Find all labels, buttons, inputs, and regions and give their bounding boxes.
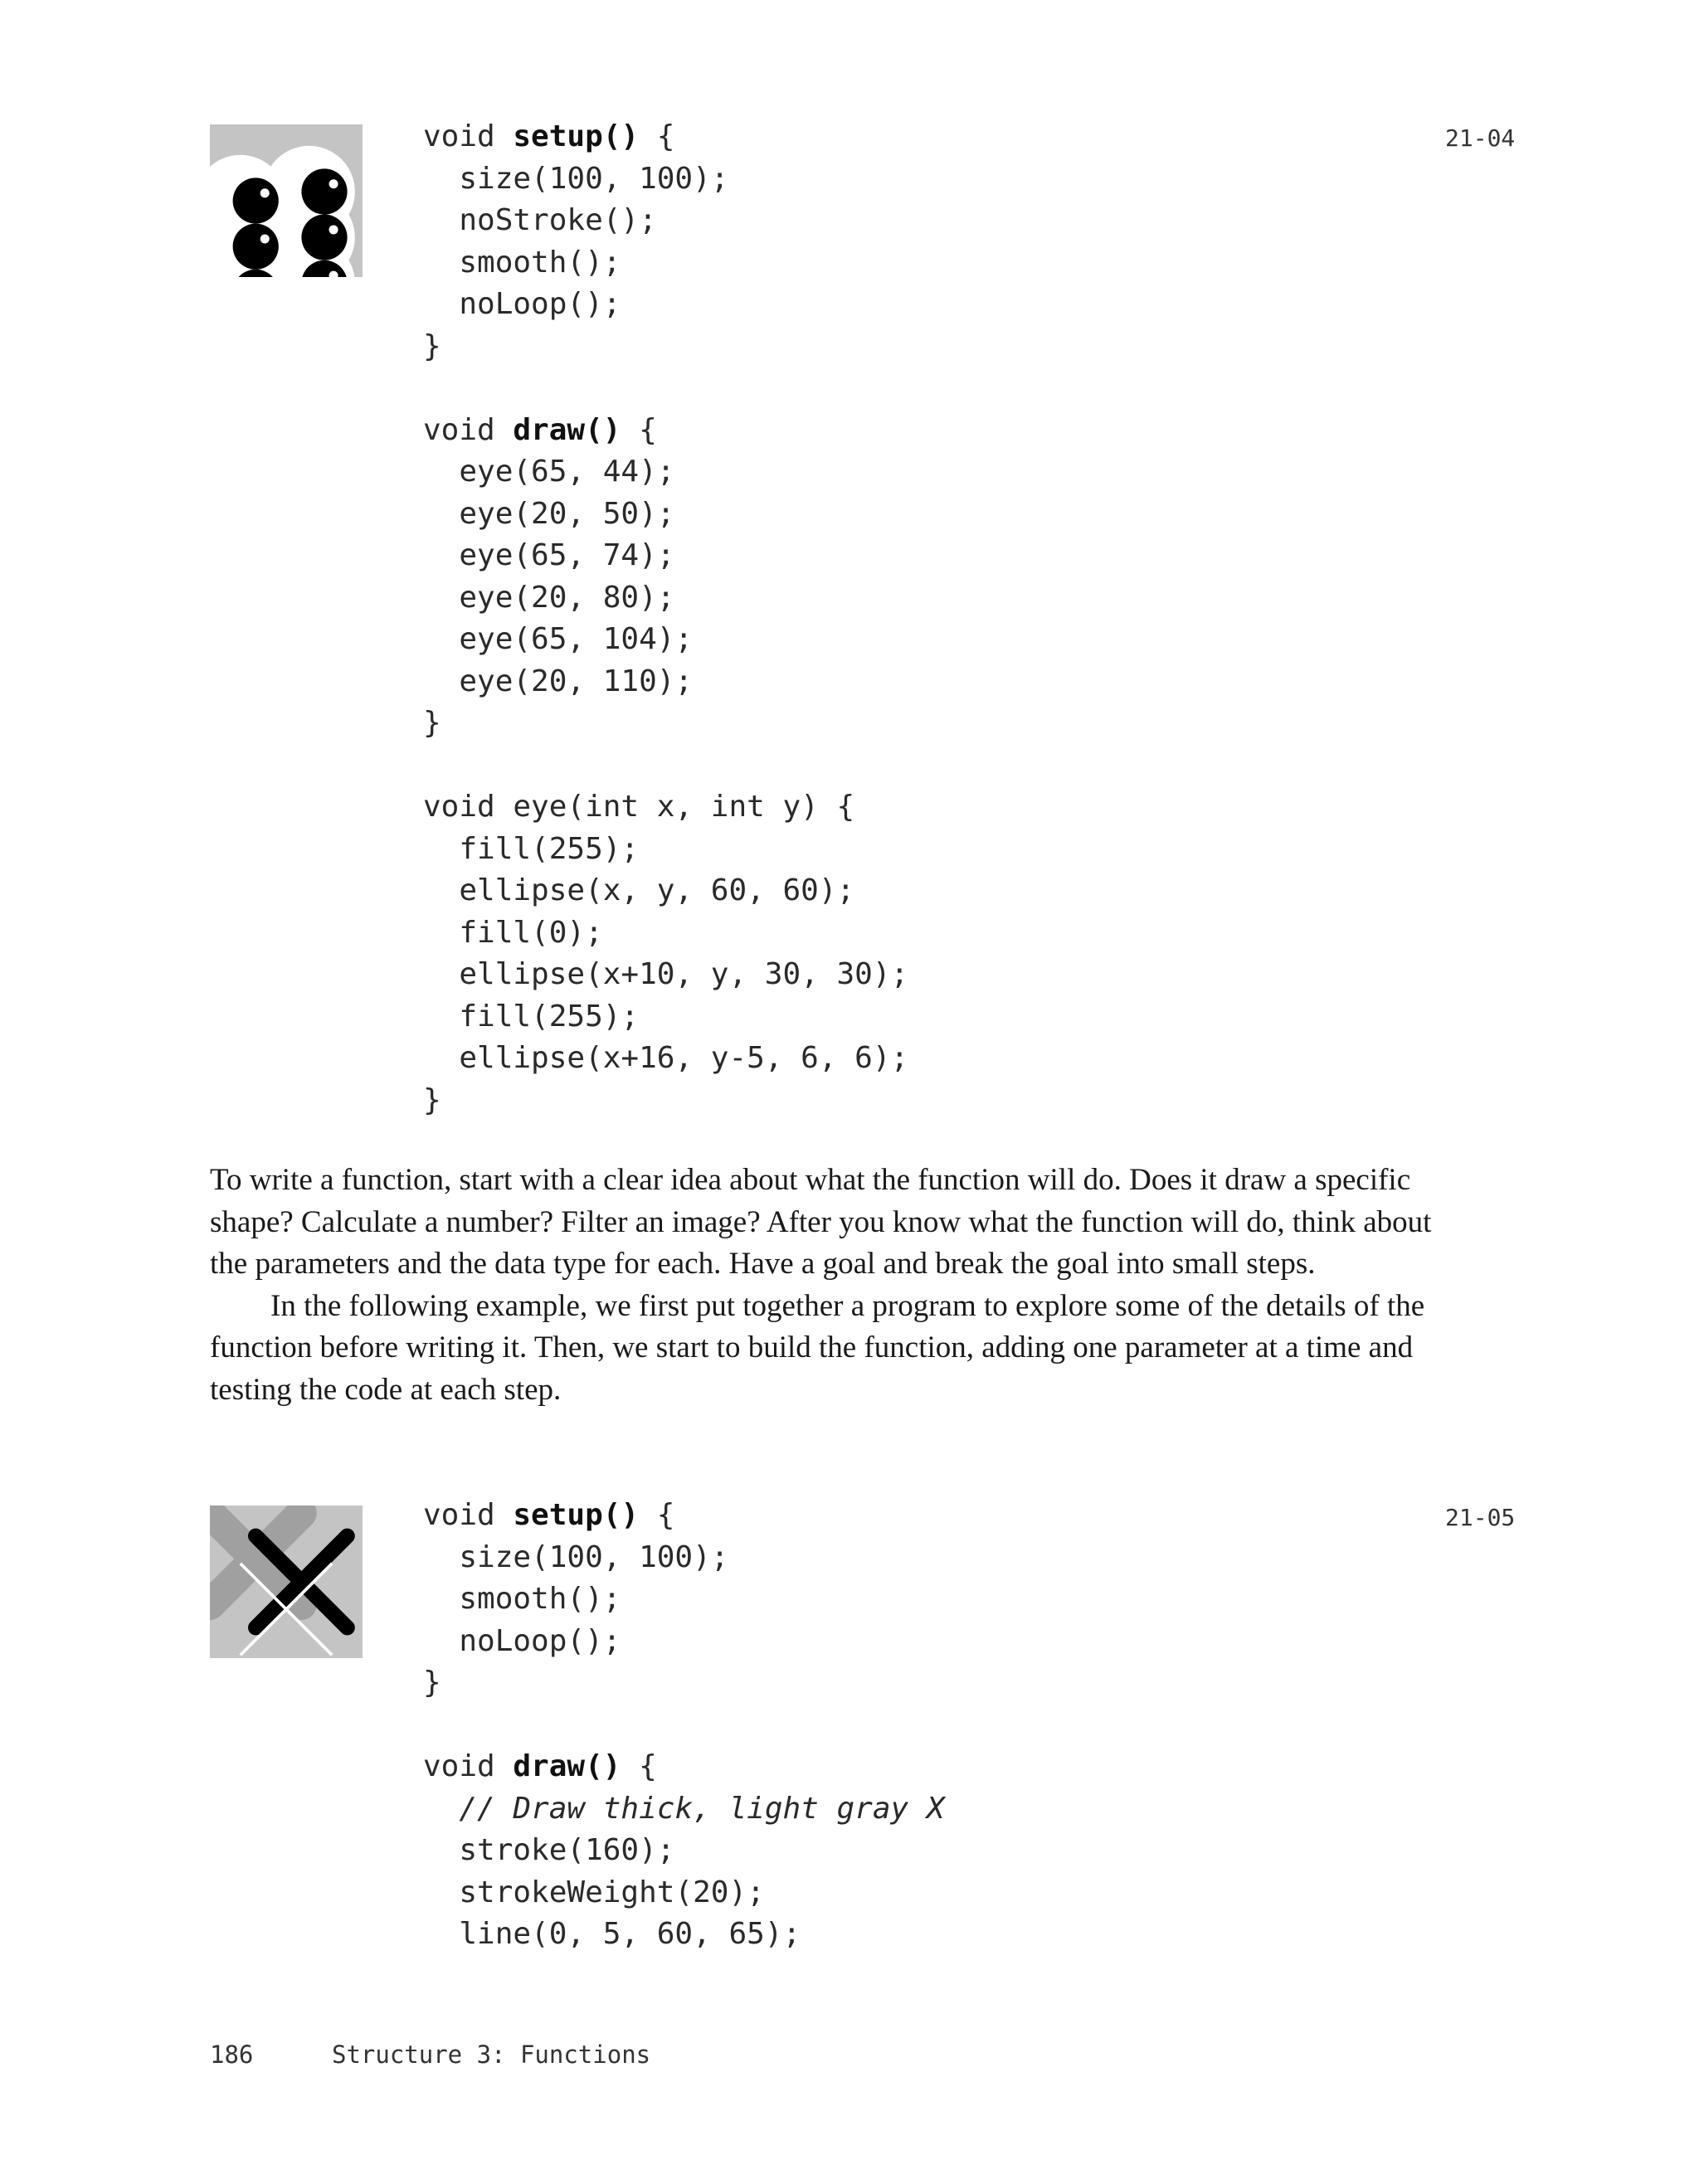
function-name: setup() xyxy=(513,1498,640,1532)
code-line: void setup() { xyxy=(423,1498,675,1532)
paragraph: To write a function, start with a clear idea about what the function will do. Does it draw a specific shape? Calculate a number? Filter an image? After you know what the function will do, think about the parameters and the data type for each. Have a goal and break the goal into small steps. xyxy=(210,1163,1432,1281)
example-number: 21-05 xyxy=(1445,1504,1516,1531)
code-line: eye(65, 44); xyxy=(423,455,675,489)
code-listing-21-04 xyxy=(423,116,908,1121)
example-21-05-output-image xyxy=(210,1505,363,1658)
code-line: void eye(int x, int y) { xyxy=(423,790,855,824)
code-line: fill(255); xyxy=(423,999,640,1034)
code-line: line(0, 5, 60, 65); xyxy=(423,1917,801,1951)
code-line: smooth(); xyxy=(423,245,621,280)
example-number: 21-04 xyxy=(1445,124,1516,152)
code-line: eye(20, 110); xyxy=(423,664,694,698)
code-line: noStroke(); xyxy=(423,203,657,237)
code-line: noLoop(); xyxy=(423,1623,621,1658)
code-line: smooth(); xyxy=(423,1582,621,1616)
code-line xyxy=(423,1705,945,1747)
code-line xyxy=(423,1788,945,1831)
example-21-04-output-image xyxy=(210,124,363,277)
eyes-sketch-image xyxy=(210,124,363,277)
paragraph: In the following example, we first put together a program to explore some of the details of the function before writing it. Then, we start to build the function, adding one parameter at a time and testing the code at each step. xyxy=(210,1288,1425,1407)
code-line: fill(255); xyxy=(423,831,640,866)
function-name: draw() xyxy=(513,1749,621,1783)
code-line: ellipse(x+10, y, 30, 30); xyxy=(423,957,909,991)
code-line: } xyxy=(423,706,441,740)
code-line xyxy=(423,745,908,787)
body-text xyxy=(210,1160,1471,1411)
code-line: eye(65, 104); xyxy=(423,622,694,656)
code-line: void draw() { xyxy=(423,412,657,447)
x-shape-sketch-image xyxy=(210,1505,363,1658)
code-line: noLoop(); xyxy=(423,287,621,321)
code-line: ellipse(x+16, y-5, 6, 6); xyxy=(423,1041,909,1075)
page-number: 186 xyxy=(210,2041,254,2069)
code-line: void draw() { xyxy=(423,1749,657,1783)
code-line: } xyxy=(423,328,441,363)
function-name: draw() xyxy=(513,412,621,447)
function-name: setup() xyxy=(513,119,640,153)
code-line: eye(20, 50); xyxy=(423,496,675,531)
code-line: eye(65, 74); xyxy=(423,538,675,572)
code-listing-21-05 xyxy=(423,1495,945,1956)
code-line: stroke(160); xyxy=(423,1833,675,1867)
code-comment: // Draw thick, light gray X xyxy=(459,1791,945,1826)
code-line: ellipse(x, y, 60, 60); xyxy=(423,873,855,907)
code-line: } xyxy=(423,1666,441,1700)
code-line: } xyxy=(423,1082,441,1117)
code-line: size(100, 100); xyxy=(423,1540,729,1574)
code-line: size(100, 100); xyxy=(423,161,729,196)
code-line: eye(20, 80); xyxy=(423,580,675,615)
code-line: strokeWeight(20); xyxy=(423,1875,765,1909)
code-line: void setup() { xyxy=(423,119,675,153)
code-line: fill(0); xyxy=(423,915,603,950)
code-line xyxy=(423,367,908,410)
running-head: Structure 3: Functions xyxy=(332,2041,651,2069)
